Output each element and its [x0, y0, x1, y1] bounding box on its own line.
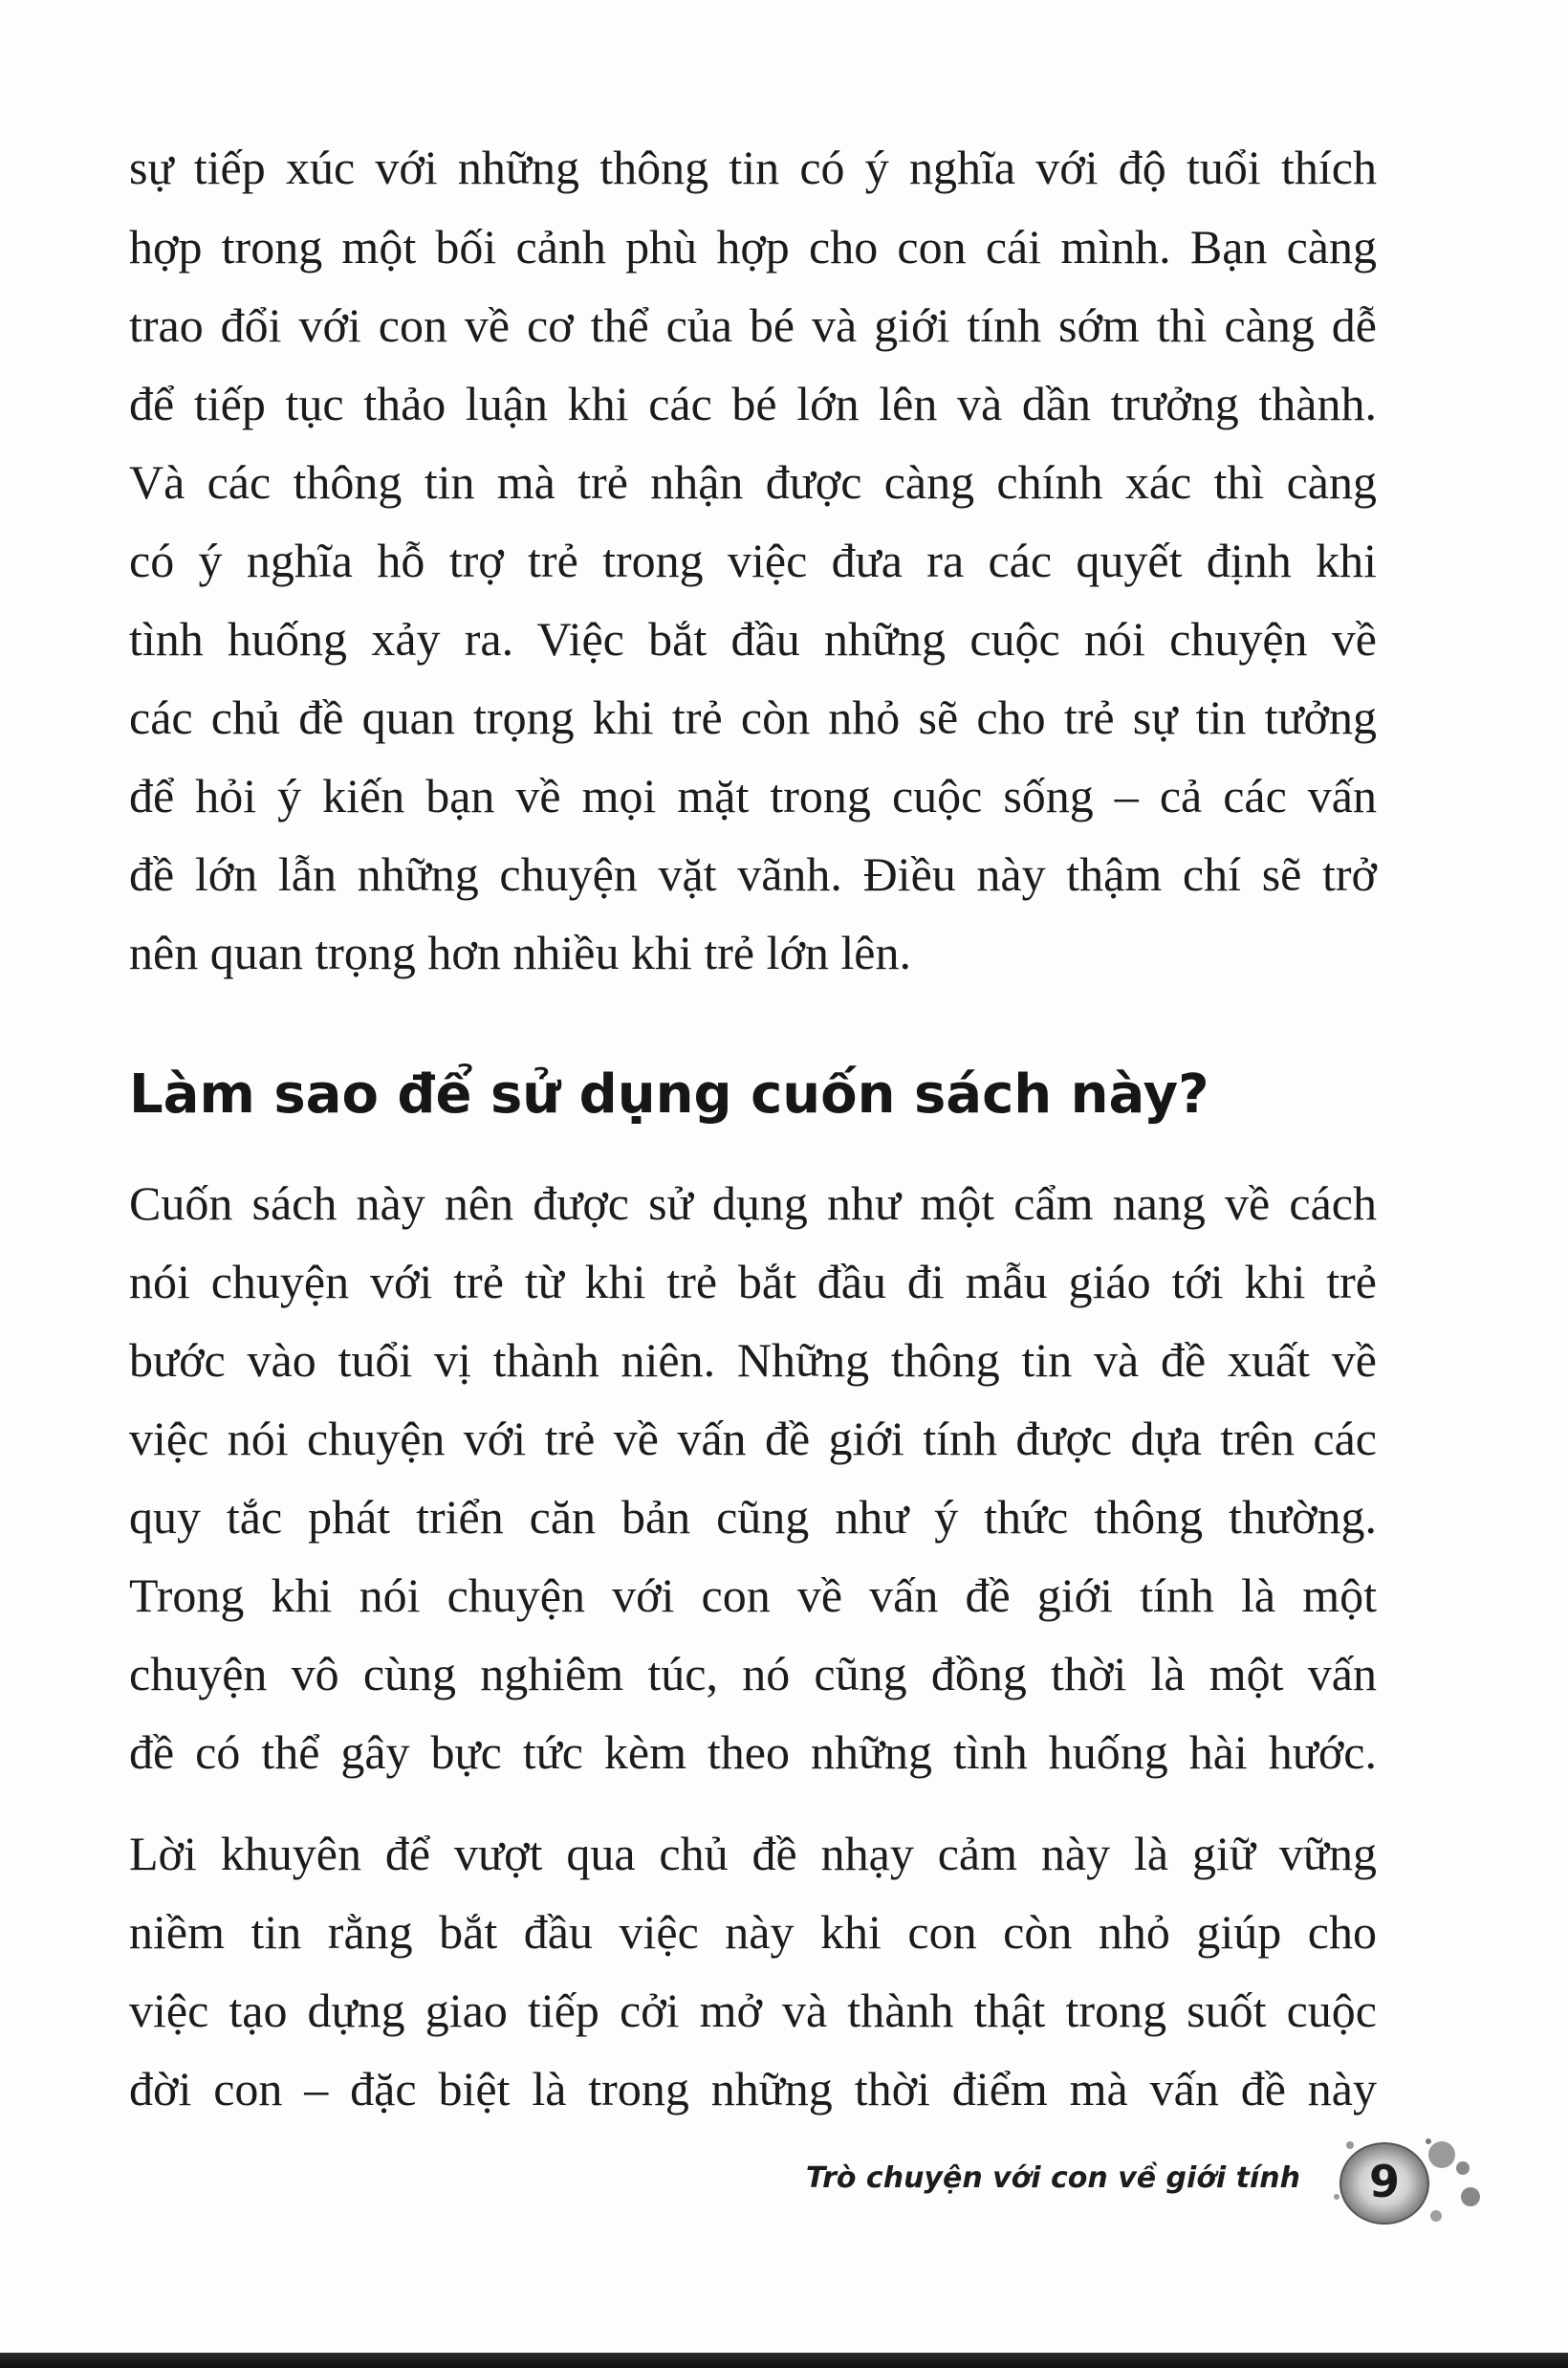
- text-line: để tiếp tục thảo luận khi các bé lớn lên và dần trưởng thành.: [129, 377, 1377, 430]
- page-number: 9: [1368, 2156, 1400, 2207]
- text-line: việc tạo dựng giao tiếp cởi mở và thành thật trong suốt cuộc: [129, 1984, 1377, 2037]
- text-line: đề lớn lẫn những chuyện vặt vãnh. Điều này thậm chí sẽ trở: [129, 847, 1377, 901]
- text-line: Trong khi nói chuyện với con về vấn đề giới tính là một: [129, 1568, 1377, 1622]
- text-line: trao đổi với con về cơ thể của bé và giới tính sớm thì càng dễ: [129, 298, 1377, 352]
- scan-bottom-edge: [0, 2353, 1568, 2368]
- text-line: các chủ đề quan trọng khi trẻ còn nhỏ sẽ cho trẻ sự tin tưởng: [129, 691, 1377, 744]
- page-number-badge: [1329, 2128, 1492, 2252]
- section-heading: Làm sao để sử dụng cuốn sách này?: [129, 1063, 1209, 1126]
- text-line: có ý nghĩa hỗ trợ trẻ trong việc đưa ra các quyết định khi: [129, 534, 1377, 587]
- text-line: để hỏi ý kiến bạn về mọi mặt trong cuộc sống – cả các vấn: [129, 769, 1377, 822]
- text-line: Và các thông tin mà trẻ nhận được càng chính xác thì càng: [129, 455, 1377, 509]
- text-line: Cuốn sách này nên được sử dụng như một cẩm nang về cách: [129, 1176, 1377, 1230]
- text-line: hợp trong một bối cảnh phù hợp cho con cái mình. Bạn càng: [129, 220, 1377, 274]
- text-line: niềm tin rằng bắt đầu việc này khi con còn nhỏ giúp cho: [129, 1905, 1377, 1959]
- text-line: chuyện vô cùng nghiêm túc, nó cũng đồng thời là một vấn: [129, 1647, 1377, 1700]
- text-line: Lời khuyên để vượt qua chủ đề nhạy cảm này là giữ vững: [129, 1827, 1377, 1880]
- text-line: nên quan trọng hơn nhiều khi trẻ lớn lên.: [129, 926, 911, 979]
- text-line: bước vào tuổi vị thành niên. Những thông tin và đề xuất về: [129, 1333, 1377, 1387]
- text-line: nói chuyện với trẻ từ khi trẻ bắt đầu đi mẫu giáo tới khi trẻ: [129, 1255, 1377, 1308]
- text-line: quy tắc phát triển căn bản cũng như ý thức thông thường.: [129, 1490, 1377, 1544]
- text-line: đề có thể gây bực tức kèm theo những tình huống hài hước.: [129, 1725, 1377, 1779]
- text-line: tình huống xảy ra. Việc bắt đầu những cuộc nói chuyện về: [129, 612, 1377, 666]
- text-line: sự tiếp xúc với những thông tin có ý nghĩa với độ tuổi thích: [129, 141, 1377, 194]
- text-line: việc nói chuyện với trẻ về vấn đề giới tính được dựa trên các: [129, 1412, 1377, 1465]
- text-line: đời con – đặc biệt là trong những thời điểm mà vấn đề này: [129, 2062, 1377, 2116]
- running-footer-title: Trò chuyện với con về giới tính: [805, 2161, 1300, 2195]
